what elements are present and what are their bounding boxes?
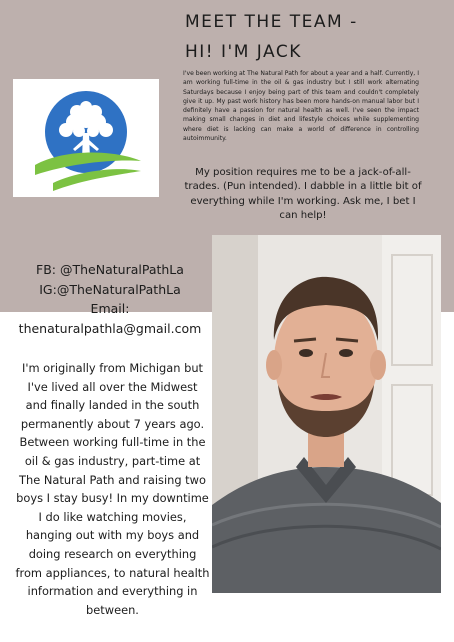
title-line-1: MEET THE TEAM - — [185, 12, 358, 32]
instagram-handle[interactable]: IG:@TheNaturalPathLa — [39, 281, 181, 297]
title-line-2: HI! I'M JACK — [185, 42, 302, 62]
portrait-photo — [212, 235, 441, 593]
email-address[interactable]: thenaturalpathla@gmail.com — [18, 320, 202, 336]
portrait-illustration — [212, 235, 441, 593]
contact-block — [0, 260, 220, 338]
story-paragraph: I'm originally from Michigan but I've lived all over the Midwest and finally landed in the south permanently about 7 years ago. Between working full-time in the oil & gas industry, part-time at The Natural Path and raising two boys I stay busy! In my downtime I do like watching movies, hanging out with my boys and doing research on everything from appliances, to natural health information and everything in between. — [15, 361, 210, 617]
position-paragraph: My position requires me to be a jack-of-all-trades. (Pun intended). I dabble in a little bit of everything while I'm working. Ask me, I bet I can help! — [184, 167, 422, 222]
bio-paragraph: I've been working at The Natural Path for about a year and a half. Currently, I am working full-time in the oil & gas industry but I still work alternating Saturdays because I enjoy being part of this team and couldn't completely give it up. My past work history has been more hands-on manual labor but I definitely have a passion for natural health as well. I've seen the impact making small changes in diet and lifestyle choices while supplementing where diet is lacking can make a world of difference in controlling autoimmunity. — [183, 70, 419, 143]
email-label: Email: — [90, 301, 130, 316]
page-title — [185, 10, 358, 64]
facebook-handle[interactable]: FB: @TheNaturalPathLa — [36, 262, 184, 277]
logo-card — [13, 79, 159, 197]
tree-logo-icon — [13, 79, 159, 197]
